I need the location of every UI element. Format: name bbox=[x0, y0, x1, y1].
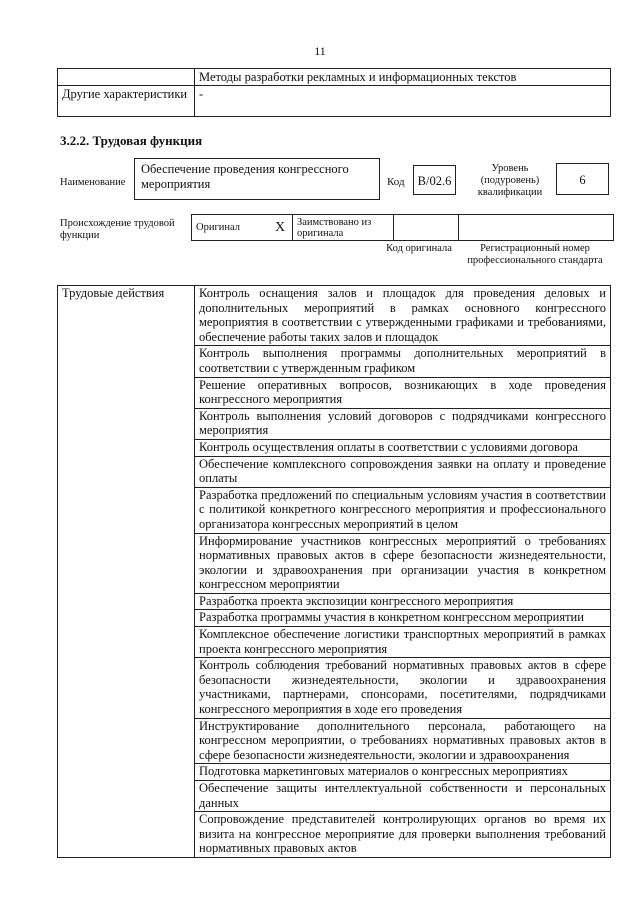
code-label: Код bbox=[387, 176, 405, 188]
other-characteristics-value: - bbox=[195, 86, 611, 117]
labor-action-item: Подготовка маркетинговых материалов о конгрессных мероприятиях bbox=[195, 764, 611, 781]
table-row bbox=[58, 86, 611, 117]
original-code-cell bbox=[394, 215, 459, 241]
labor-action-item: Информирование участников конгрессных мероприятий о требованиях нормативных правовых актов в сфере безопасности жизнедеятельности, экологии и здравоохранения при организации участия в конкретном конгрессном мероприятии bbox=[195, 533, 611, 593]
labor-action-item: Разработка предложений по специальным условиям участия в соответствии с политикой конкретного конгрессного мероприятия и профессионального организатора конгрессных мероприятий в целом bbox=[195, 487, 611, 533]
table-row bbox=[58, 69, 611, 86]
registration-number-caption: Регистрационный номер профессионального стандарта bbox=[467, 243, 603, 266]
function-name-box: Обеспечение проведения конгрессного мероприятия bbox=[134, 158, 380, 200]
origin-table bbox=[191, 214, 614, 241]
code-box: B/02.6 bbox=[413, 165, 456, 195]
level-box: 6 bbox=[556, 163, 609, 195]
labor-action-item: Сопровождение представителей контролирующих органов во время их визита на конгрессное мероприятие для проверки выполнения требований нормативных правовых актов bbox=[195, 812, 611, 858]
table-cell bbox=[58, 69, 195, 86]
labor-action-item: Контроль осуществления оплаты в соответствии с условиями договора bbox=[195, 439, 611, 456]
other-characteristics-label: Другие характеристики bbox=[58, 86, 195, 117]
labor-action-item: Комплексное обеспечение логистики транспортных мероприятий в рамках проекта конгрессного мероприятия bbox=[195, 627, 611, 658]
labor-action-item: Контроль соблюдения требований нормативных правовых актов в сфере безопасности жизнедеятельности, экологии и здравоохранения участниками, партнерами, спонсорами, посетителями, подрядчиками конгрессного мероприятия в ходе его проведения bbox=[195, 658, 611, 718]
level-label: Уровень (подуровень) квалификации bbox=[477, 163, 543, 198]
table-cell: Методы разработки рекламных и информационных текстов bbox=[195, 69, 611, 86]
labor-action-item: Контроль выполнения программы дополнительных мероприятий в соответствии с утвержденным графиком bbox=[195, 346, 611, 377]
origin-label: Происхождение трудовой функции bbox=[60, 218, 175, 241]
name-label: Наименование bbox=[60, 177, 126, 188]
labor-action-item: Разработка программы участия в конкретном конгрессном мероприятии bbox=[195, 610, 611, 627]
original-code-caption: Код оригинала bbox=[386, 243, 452, 254]
labor-action-item: Контроль оснащения залов и площадок для проведения деловых и дополнительных мероприятий в рамках основного конгрессного мероприятия в соответствии с утвержденными графиками и требованиями, обеспечение работы таких залов и площадок bbox=[195, 286, 611, 346]
borrowed-label: Заимствовано из оригинала bbox=[293, 215, 394, 241]
top-table bbox=[57, 68, 611, 117]
labor-action-item: Инструктирование дополнительного персонала, работающего на конгрессном мероприятии, о требованиях нормативных правовых актов в сфере безопасности жизнедеятельности, экологии и здравоохранения bbox=[195, 718, 611, 764]
labor-action-item: Контроль выполнения условий договоров с подрядчиками конгрессного мероприятия bbox=[195, 408, 611, 439]
table-row bbox=[192, 215, 614, 241]
table-row bbox=[58, 286, 611, 346]
original-mark: X bbox=[268, 215, 293, 241]
registration-number-cell bbox=[459, 215, 614, 241]
labor-actions-table bbox=[57, 285, 611, 858]
labor-action-item: Обеспечение защиты интеллектуальной собственности и персональных данных bbox=[195, 781, 611, 812]
labor-actions-label: Трудовые действия bbox=[58, 286, 195, 858]
labor-action-item: Разработка проекта экспозиции конгрессного мероприятия bbox=[195, 593, 611, 610]
page-number: 11 bbox=[314, 44, 326, 58]
section-title: 3.2.2. Трудовая функция bbox=[60, 133, 203, 148]
original-label: Оригинал bbox=[192, 215, 269, 241]
labor-action-item: Решение оперативных вопросов, возникающих в ходе проведения конгрессного мероприятия bbox=[195, 377, 611, 408]
labor-action-item: Обеспечение комплексного сопровождения заявки на оплату и проведение оплаты bbox=[195, 456, 611, 487]
